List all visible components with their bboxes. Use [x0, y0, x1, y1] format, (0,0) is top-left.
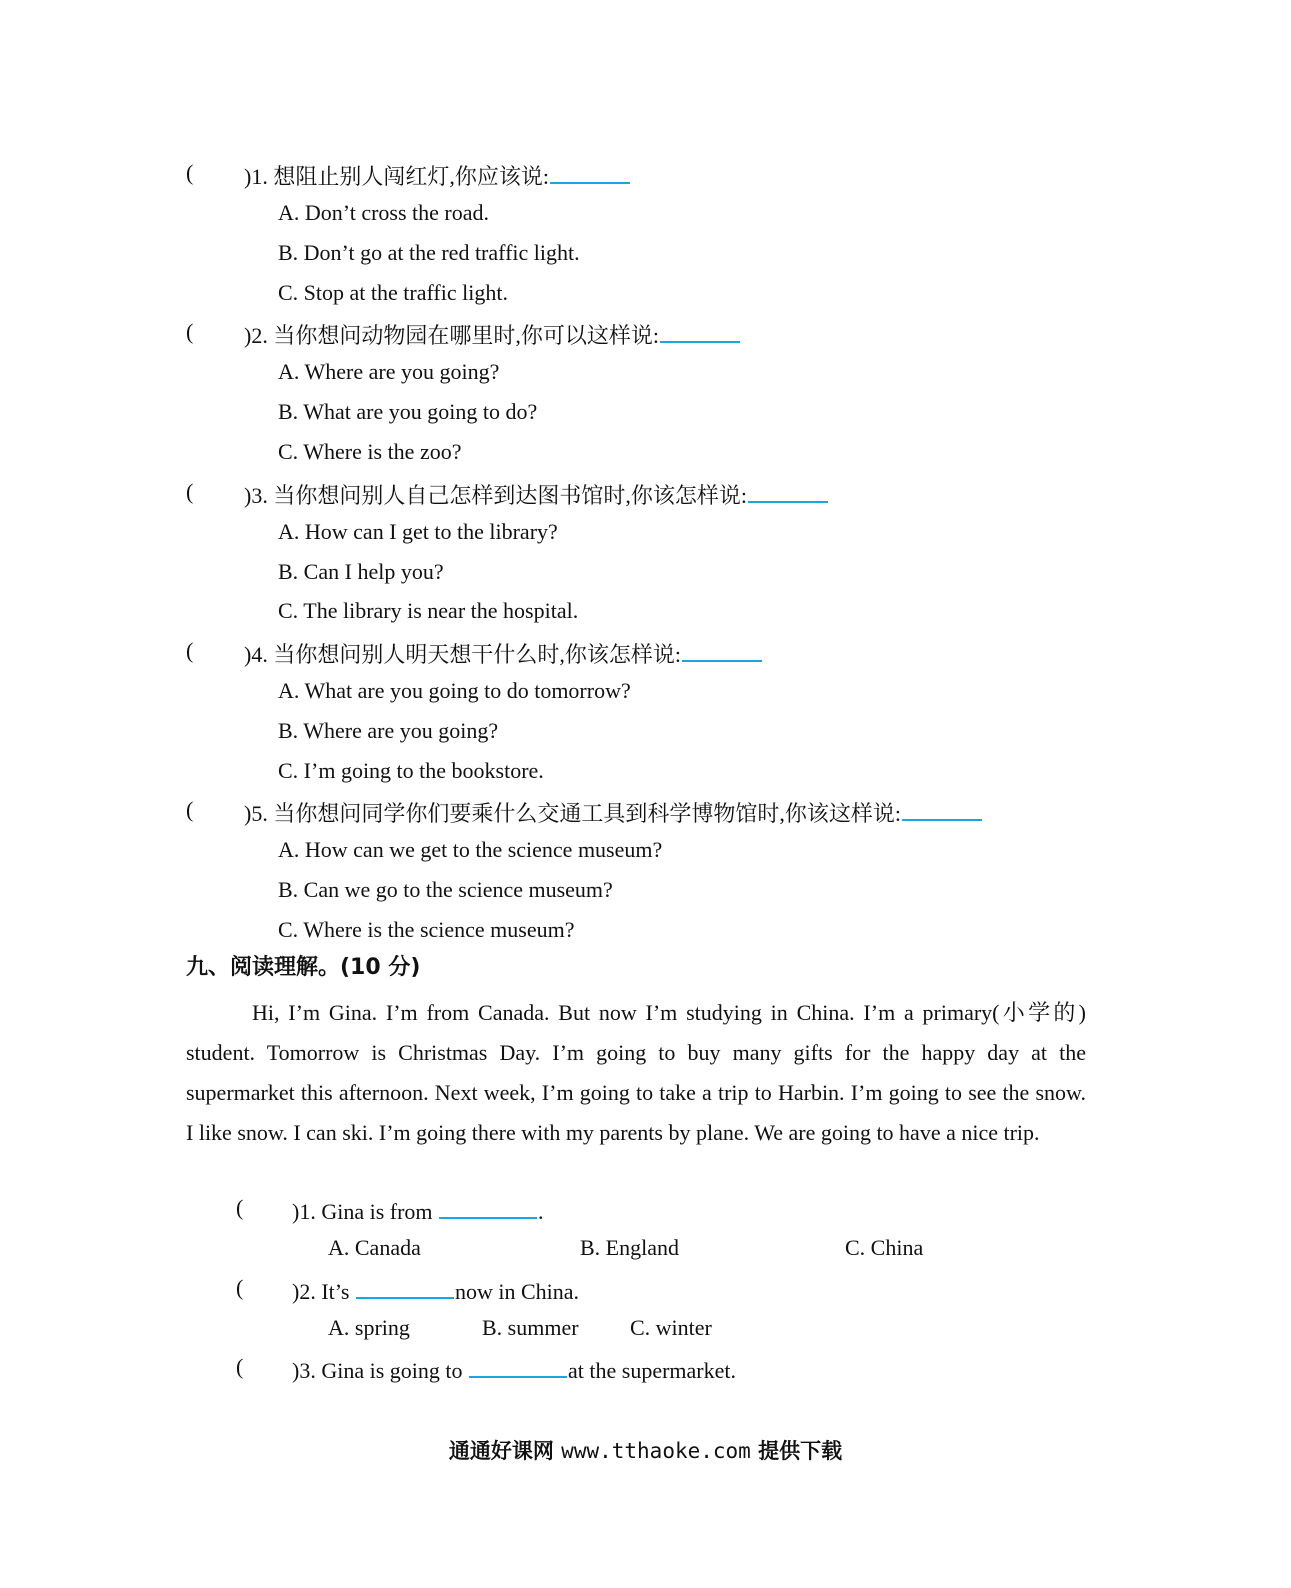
- option: A. What are you going to do tomorrow?: [278, 678, 631, 703]
- option: A. Where are you going?: [278, 359, 500, 384]
- footer: [0, 1436, 1291, 1466]
- answer-paren: (: [186, 638, 194, 663]
- question-1: )1. 想阻止别人闯红灯,你应该说:: [244, 158, 631, 192]
- option: B. England: [580, 1235, 679, 1260]
- option: A. spring: [328, 1315, 410, 1340]
- option: C. winter: [630, 1315, 712, 1340]
- footer-site: 通通好课网: [448, 1439, 554, 1463]
- answer-blank[interactable]: [356, 1273, 454, 1299]
- answer-blank[interactable]: [660, 317, 740, 343]
- answer-paren: (: [236, 1195, 244, 1220]
- option: A. Don’t cross the road.: [278, 200, 489, 225]
- answer-paren: (: [186, 160, 194, 185]
- answer-blank[interactable]: [902, 795, 982, 821]
- question-2: )2. 当你想问动物园在哪里时,你可以这样说:: [244, 317, 741, 351]
- answer-paren: (: [186, 319, 194, 344]
- answer-blank[interactable]: [550, 158, 630, 184]
- answer-blank[interactable]: [748, 477, 828, 503]
- option: A. How can we get to the science museum?: [278, 837, 663, 862]
- answer-paren: (: [186, 797, 194, 822]
- option: C. The library is near the hospital.: [278, 598, 579, 623]
- answer-blank[interactable]: [469, 1352, 567, 1378]
- option: C. Where is the science museum?: [278, 917, 575, 942]
- reading-passage: Hi, I’m Gina. I’m from Canada. But now I’m studying in China. I’m a primary(小学的) student. Tomorrow is Christmas Day. I’m going to buy many gifts for the happy day at the supermarket this afternoon. Next week, I’m going to take a trip to Harbin. I’m going to see the snow. I like snow. I can ski. I’m going there with my parents by plane. We are going to have a nice trip.: [186, 1000, 1086, 1145]
- option: C. I’m going to the bookstore.: [278, 758, 544, 783]
- footer-url[interactable]: www.tthaoke.com: [561, 1439, 751, 1463]
- option: C. China: [845, 1235, 924, 1260]
- reading-question-1: )1. Gina is from .: [292, 1193, 544, 1227]
- option: C. Where is the zoo?: [278, 439, 462, 464]
- section-title: 九、阅读理解。(10 分): [186, 955, 421, 980]
- answer-paren: (: [236, 1354, 244, 1379]
- option: B. Can we go to the science museum?: [278, 877, 613, 902]
- option: B. Where are you going?: [278, 718, 499, 743]
- option: C. Stop at the traffic light.: [278, 280, 508, 305]
- footer-suffix: 提供下载: [758, 1439, 843, 1463]
- option: A. How can I get to the library?: [278, 519, 558, 544]
- option: B. Can I help you?: [278, 559, 444, 584]
- reading-question-2: )2. It’s now in China.: [292, 1273, 579, 1307]
- question-3: )3. 当你想问别人自己怎样到达图书馆时,你该怎样说:: [244, 477, 829, 511]
- option: A. Canada: [328, 1235, 421, 1260]
- question-5: )5. 当你想问同学你们要乘什么交通工具到科学博物馆时,你该这样说:: [244, 795, 983, 829]
- answer-paren: (: [186, 479, 194, 504]
- option: B. Don’t go at the red traffic light.: [278, 240, 580, 265]
- option: B. What are you going to do?: [278, 399, 538, 424]
- answer-paren: (: [236, 1275, 244, 1300]
- option: B. summer: [482, 1315, 579, 1340]
- reading-question-3: )3. Gina is going to at the supermarket.: [292, 1352, 736, 1386]
- question-4: )4. 当你想问别人明天想干什么时,你该怎样说:: [244, 636, 763, 670]
- answer-blank[interactable]: [682, 636, 762, 662]
- answer-blank[interactable]: [439, 1193, 537, 1219]
